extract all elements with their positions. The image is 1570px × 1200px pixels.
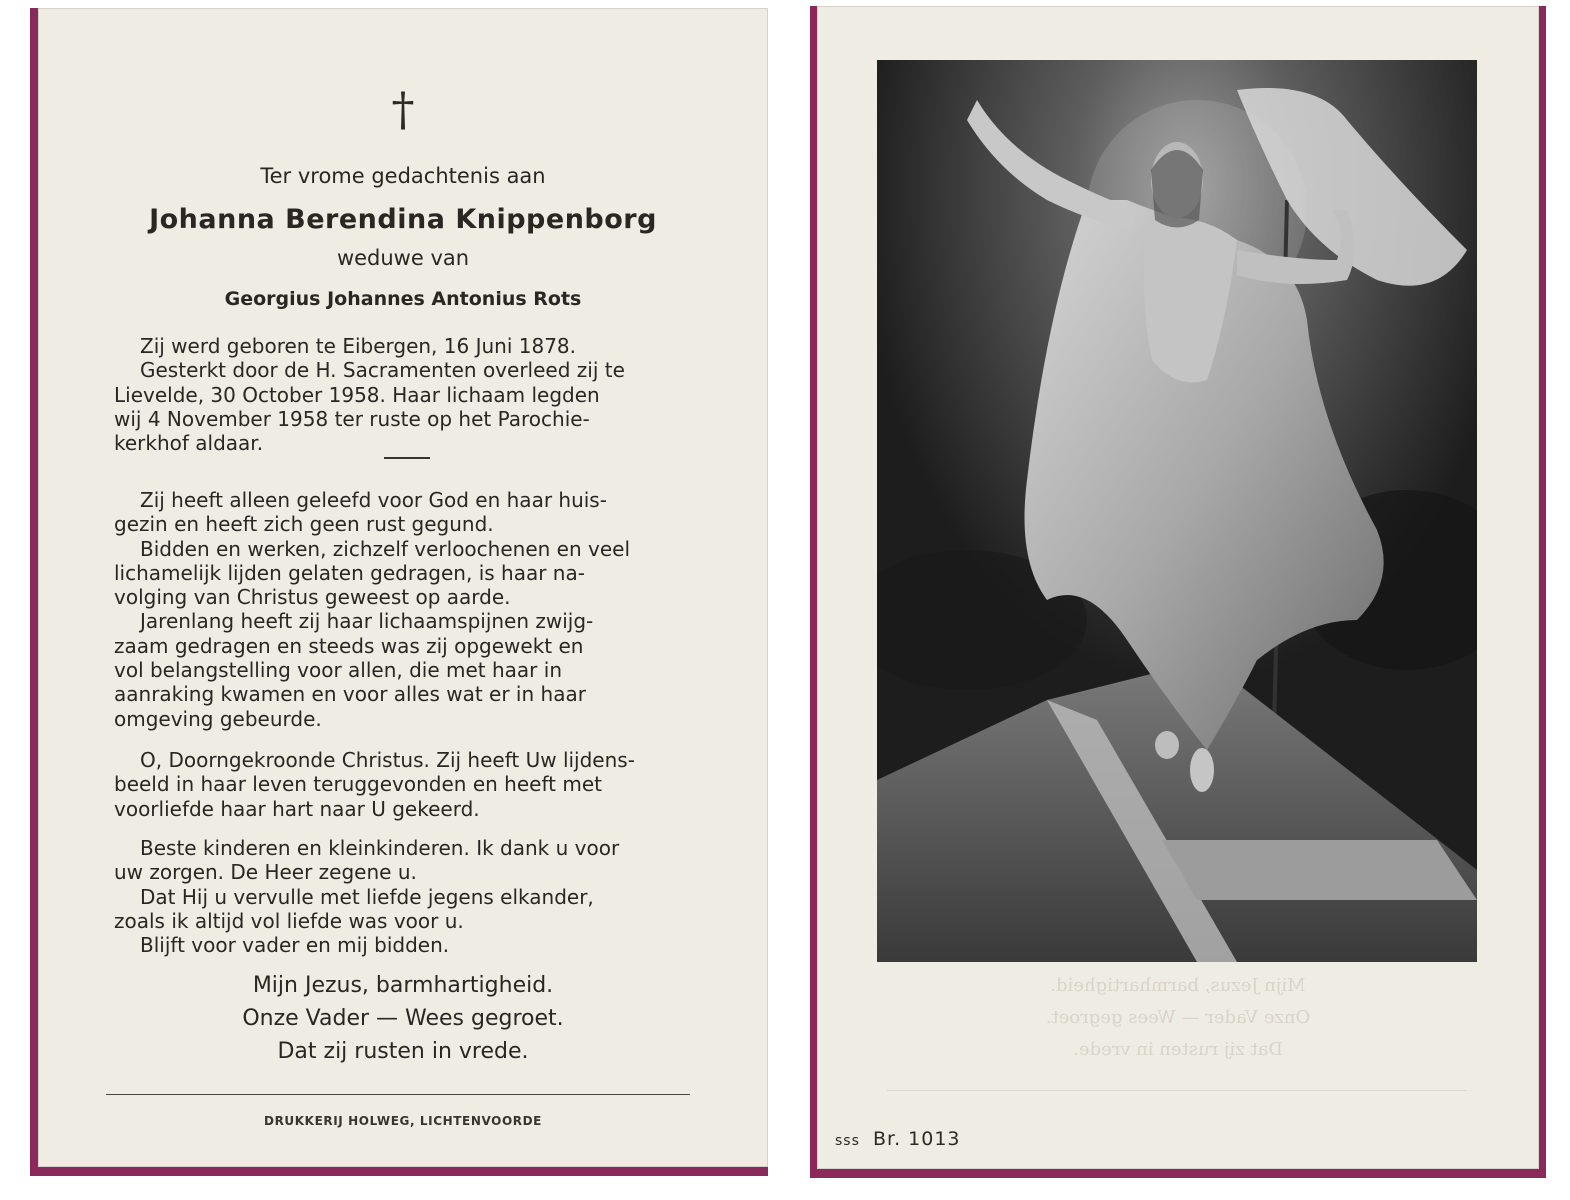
- show-through-text: [817, 970, 1539, 1066]
- text-line: zaam gedragen en steeds was zij opgewekt en: [114, 633, 584, 658]
- widow-line: weduwe van: [336, 246, 470, 270]
- ghost-line: Onze Vader — Wees gegroet.: [1045, 1007, 1311, 1028]
- husband-name: Georgius Johannes Antonius Rots: [224, 288, 582, 310]
- text-line: beeld in haar leven teruggevonden en heeft met: [114, 772, 602, 797]
- text-line: kerkhof aldaar.: [114, 431, 264, 456]
- text-line: vol belangstelling voor allen, die met haar in: [114, 658, 562, 683]
- text-line: Jarenlang heeft zij haar lichaamspijnen zwijg-: [140, 609, 594, 634]
- text-line: O, Doorngekroonde Christus. Zij heeft Uw lijdens-: [140, 748, 635, 772]
- text-line: Gesterkt door de H. Sacramenten overleed zij te: [140, 358, 625, 383]
- text-line: Blijft voor vader en mij bidden.: [140, 933, 450, 958]
- text-line: wij 4 November 1958 ter ruste op het Parochie-: [114, 406, 590, 431]
- cross-icon: †: [391, 82, 415, 136]
- text-line: aanraking kwamen en voor alles wat er in haar: [114, 682, 586, 707]
- text-line: uw zorgen. De Heer zegene u.: [114, 860, 417, 885]
- text-line: gezin en heeft zich geen rust gegund.: [114, 512, 494, 537]
- text-line: Beste kinderen en kleinkinderen. Ik dank u voor: [140, 836, 620, 860]
- text-line: zoals ik altijd vol liefde was voor u.: [114, 908, 464, 933]
- text-line: Dat Hij u vervulle met liefde jegens elkander,: [140, 884, 594, 909]
- resurrection-illustration: [877, 60, 1477, 962]
- text-line: Zij heeft alleen geleefd voor God en haar huis-: [140, 488, 607, 512]
- tribute-paragraph: [114, 488, 700, 731]
- text-line: omgeving gebeurde.: [114, 706, 322, 731]
- text-line: Zij werd geboren te Eibergen, 16 Juni 1878.: [140, 334, 576, 358]
- biography-paragraph: [114, 334, 700, 455]
- separator-rule: [384, 457, 430, 459]
- show-through-rule: [887, 1090, 1467, 1091]
- ghost-line: Dat zij rusten in vrede.: [1073, 1039, 1283, 1060]
- text-line: voorliefde haar hart naar U gekeerd.: [114, 796, 480, 821]
- catalog-code: Br. 1013: [872, 1128, 961, 1150]
- catalog-number: [835, 1128, 961, 1150]
- text-line: lichamelijk lijden gelaten gedragen, is haar na-: [114, 560, 585, 585]
- closing-prayer: Mijn Jezus, barmhartigheid.: [252, 973, 554, 998]
- memorial-card-text-side: [30, 8, 768, 1176]
- resurrection-illustration-drawing: [877, 60, 1477, 962]
- closing-prayer: Dat zij rusten in vrede.: [277, 1039, 529, 1064]
- prayer-paragraph: [114, 748, 700, 821]
- text-line: Bidden en werken, zichzelf verloochenen en veel: [140, 536, 630, 561]
- ghost-line: Mijn Jezus, barmhartigheid.: [1050, 975, 1306, 996]
- intro-line: Ter vrome gedachtenis aan: [260, 164, 546, 188]
- closing-prayer: Onze Vader — Wees gegroet.: [242, 1006, 564, 1031]
- catalog-prefix: sss: [835, 1133, 860, 1149]
- text-line: Lievelde, 30 October 1958. Haar lichaam legden: [114, 382, 600, 407]
- farewell-paragraph: [114, 836, 700, 957]
- text-line: volging van Christus geweest op aarde.: [114, 585, 511, 610]
- deceased-name: Johanna Berendina Knippenborg: [149, 204, 657, 235]
- printer-credit: DRUKKERIJ HOLWEG, LICHTENVOORDE: [264, 1114, 542, 1128]
- memorial-card-picture-side: [810, 6, 1546, 1178]
- bottom-rule: [106, 1094, 690, 1095]
